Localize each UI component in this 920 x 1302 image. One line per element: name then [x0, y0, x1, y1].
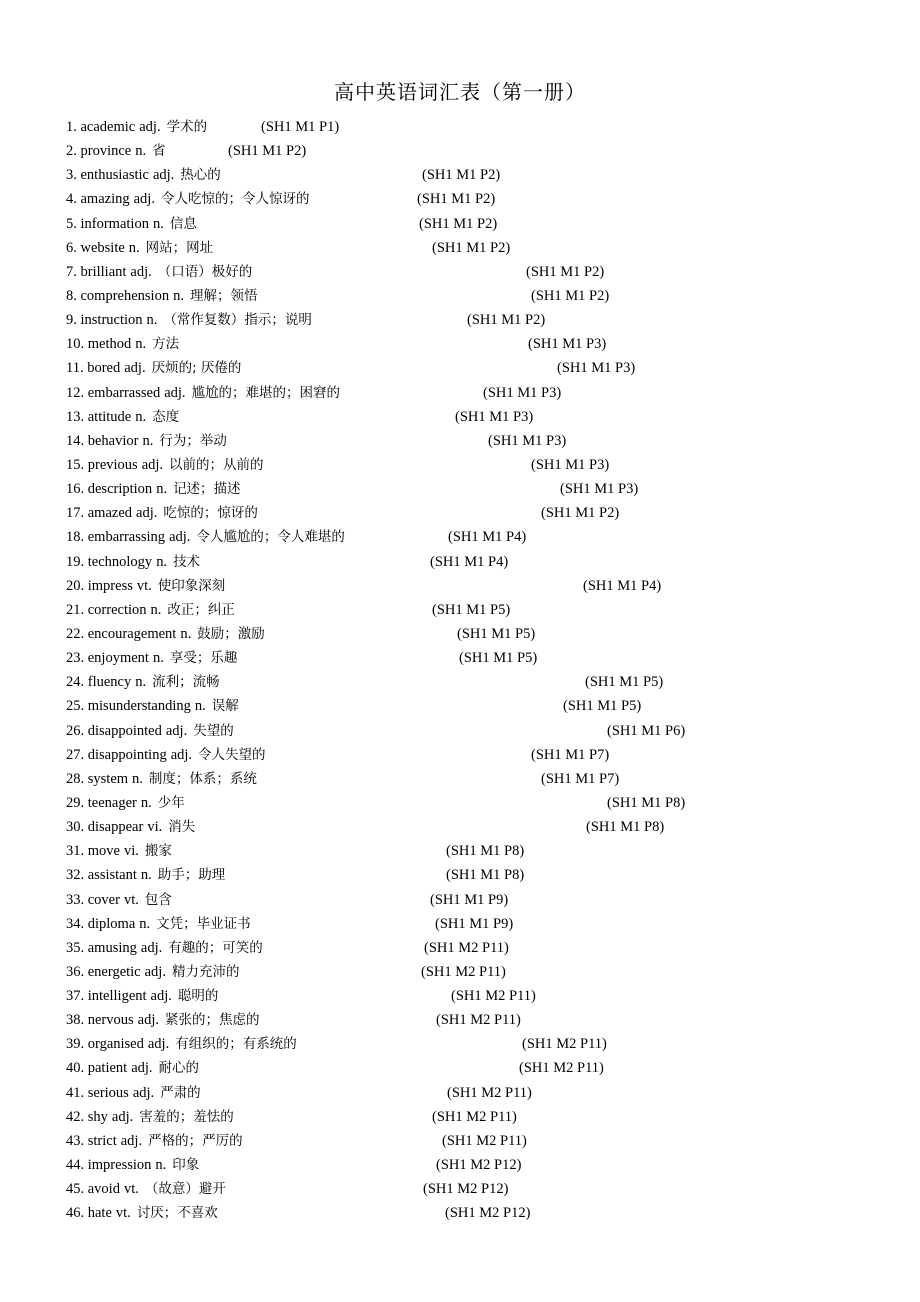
entry-part-of-speech: n.	[152, 650, 164, 667]
entry-word: strict	[87, 1132, 117, 1149]
vocab-entry	[66, 477, 866, 501]
vocab-entry	[66, 719, 866, 743]
vocab-entry	[66, 646, 866, 670]
entry-meaning: 害羞的；羞怯的	[139, 1108, 234, 1125]
entry-part-of-speech: n.	[140, 867, 152, 884]
entry-number: 41.	[66, 1084, 85, 1101]
vocab-entry	[66, 308, 866, 332]
entry-part-of-speech: n.	[194, 698, 206, 715]
entry-part-of-speech: adj.	[120, 1132, 143, 1149]
entry-word: website	[80, 239, 125, 256]
entry-number: 8.	[66, 287, 77, 304]
entry-part-of-speech: adj.	[164, 384, 186, 401]
entry-word: serious	[87, 1084, 129, 1101]
entry-part-of-speech: adj.	[111, 1108, 134, 1125]
entry-reference: (SH1 M1 P5)	[563, 698, 642, 715]
entry-meaning: 改正；纠正	[167, 601, 235, 618]
entry-meaning: 失望的	[193, 722, 234, 739]
entry-reference: (SH1 M2 P11)	[447, 1084, 532, 1101]
entry-meaning: 印象	[172, 1157, 200, 1174]
entry-reference: (SH1 M2 P11)	[432, 1108, 517, 1125]
entry-part-of-speech: adj.	[136, 505, 158, 522]
entry-meaning: 热心的	[180, 167, 221, 184]
vocab-entry	[66, 767, 866, 791]
entry-part-of-speech: adj.	[124, 360, 146, 377]
entry-reference: (SH1 M1 P5)	[432, 601, 511, 618]
entry-part-of-speech: adj.	[150, 988, 172, 1005]
entry-reference: (SH1 M1 P2)	[228, 143, 307, 160]
entry-meaning: 信息	[169, 215, 197, 232]
entry-part-of-speech: adj.	[140, 939, 163, 956]
entry-reference: (SH1 M1 P7)	[541, 770, 620, 787]
vocab-entry	[66, 888, 866, 912]
entry-reference: (SH1 M1 P8)	[586, 819, 665, 836]
entry-meaning: 严格的；严厉的	[148, 1132, 243, 1149]
entry-part-of-speech: n.	[128, 239, 140, 256]
entry-number: 11.	[66, 360, 84, 377]
entry-reference: (SH1 M1 P3)	[455, 408, 534, 425]
entry-part-of-speech: adj.	[144, 963, 166, 980]
entry-meaning: （口语）极好的	[157, 263, 253, 280]
entry-word: embarrassing	[87, 529, 166, 546]
entry-reference: (SH1 M2 P11)	[436, 1012, 521, 1029]
entry-reference: (SH1 M2 P11)	[424, 939, 509, 956]
entry-number: 9.	[66, 312, 77, 329]
entry-meaning: 包含	[144, 891, 172, 908]
entry-meaning: 省	[152, 143, 166, 160]
entry-number: 42.	[66, 1108, 85, 1125]
entry-number: 30.	[66, 819, 85, 836]
entry-meaning: （故意）避开	[144, 1181, 226, 1198]
vocab-entry	[66, 839, 866, 863]
vocab-entry	[66, 1032, 866, 1056]
entry-reference: (SH1 M1 P2)	[422, 167, 501, 184]
entry-word: fluency	[87, 674, 132, 691]
entry-part-of-speech: adj.	[131, 1060, 153, 1077]
vocab-entry	[66, 936, 866, 960]
entry-word: diploma	[87, 915, 136, 932]
entry-reference: (SH1 M1 P4)	[430, 553, 509, 570]
entry-meaning: 讨厌；不喜欢	[136, 1205, 218, 1222]
entry-reference: (SH1 M1 P4)	[448, 529, 527, 546]
entry-meaning: 网站；网址	[145, 239, 214, 256]
entry-number: 16.	[66, 481, 85, 498]
entry-word: bored	[87, 360, 121, 377]
entry-reference: (SH1 M2 P11)	[442, 1132, 527, 1149]
entry-word: enjoyment	[87, 650, 149, 667]
entry-number: 13.	[66, 408, 85, 425]
entry-meaning: 流利；流畅	[152, 674, 220, 691]
entry-part-of-speech: n.	[135, 674, 147, 691]
entry-meaning: 方法	[152, 336, 180, 353]
entry-reference: (SH1 M1 P3)	[557, 360, 636, 377]
entry-word: patient	[87, 1060, 128, 1077]
entry-word: shy	[87, 1108, 108, 1125]
entry-word: nervous	[87, 1012, 134, 1029]
entry-word: amusing	[87, 939, 137, 956]
vocab-entry	[66, 598, 866, 622]
entry-part-of-speech: n.	[135, 408, 147, 425]
entry-meaning: 令人失望的	[198, 746, 266, 763]
entry-word: amazed	[87, 505, 133, 522]
entry-word: encouragement	[87, 625, 177, 642]
entry-part-of-speech: vt.	[123, 1181, 139, 1198]
entry-number: 25.	[66, 698, 85, 715]
vocab-entry	[66, 743, 866, 767]
entry-word: brilliant	[80, 263, 127, 280]
entry-word: disappointed	[87, 722, 162, 739]
entry-reference: (SH1 M1 P9)	[430, 891, 509, 908]
entry-part-of-speech: adj.	[152, 167, 175, 184]
vocab-entry	[66, 405, 866, 429]
entry-part-of-speech: n.	[139, 915, 151, 932]
entry-word: province	[80, 143, 132, 160]
entry-reference: (SH1 M2 P12)	[423, 1181, 509, 1198]
entry-word: disappointing	[87, 746, 167, 763]
entry-word: behavior	[87, 432, 139, 449]
entry-number: 19.	[66, 553, 85, 570]
entry-meaning: 误解	[211, 698, 239, 715]
entry-reference: (SH1 M1 P2)	[432, 239, 511, 256]
entry-word: previous	[87, 456, 138, 473]
entry-word: enthusiastic	[80, 167, 149, 184]
entry-part-of-speech: n.	[146, 312, 158, 329]
entry-number: 29.	[66, 794, 85, 811]
entry-number: 34.	[66, 915, 85, 932]
entry-part-of-speech: vt.	[115, 1205, 131, 1222]
vocab-entry	[66, 429, 866, 453]
entry-word: avoid	[87, 1181, 120, 1198]
entry-meaning: 有组织的；有系统的	[175, 1036, 297, 1053]
entry-word: misunderstanding	[87, 698, 191, 715]
entry-number: 17.	[66, 505, 85, 522]
entry-meaning: 搬家	[144, 843, 172, 860]
vocab-entry	[66, 501, 866, 525]
entry-meaning: 令人尴尬的；令人难堪的	[196, 529, 345, 546]
vocab-entry	[66, 187, 866, 211]
entry-meaning: 厌烦的; 厌倦的	[151, 360, 242, 377]
entry-number: 21.	[66, 601, 85, 618]
entry-word: method	[87, 336, 132, 353]
vocab-entry	[66, 115, 866, 139]
entry-word: instruction	[80, 312, 143, 329]
entry-reference: (SH1 M1 P9)	[435, 915, 514, 932]
entry-part-of-speech: vt.	[123, 891, 139, 908]
entry-number: 1.	[66, 119, 77, 135]
entry-number: 2.	[66, 143, 77, 160]
entry-meaning: 理解；领悟	[189, 287, 258, 304]
entry-part-of-speech: n.	[135, 143, 147, 160]
entry-word: system	[87, 770, 129, 787]
entry-word: amazing	[80, 191, 130, 208]
entry-meaning: 尴尬的；难堪的；困窘的	[191, 384, 341, 401]
entry-word: technology	[87, 553, 153, 570]
vocab-entry	[66, 1081, 866, 1105]
entry-reference: (SH1 M1 P3)	[560, 481, 639, 498]
entry-meaning: 吃惊的；惊讶的	[163, 505, 258, 522]
entry-meaning: 精力充沛的	[171, 963, 240, 980]
entry-reference: (SH1 M1 P8)	[607, 794, 686, 811]
vocab-entry	[66, 260, 866, 284]
entry-word: assistant	[87, 867, 137, 884]
entry-number: 5.	[66, 215, 77, 232]
entry-number: 6.	[66, 239, 77, 256]
vocab-entry	[66, 163, 866, 187]
entry-part-of-speech: adj.	[165, 722, 188, 739]
entry-meaning: 学术的	[166, 119, 208, 135]
vocab-entry	[66, 1008, 866, 1032]
entry-number: 7.	[66, 263, 77, 280]
entry-number: 31.	[66, 843, 85, 860]
entry-reference: (SH1 M1 P8)	[446, 843, 525, 860]
entry-number: 18.	[66, 529, 85, 546]
entry-reference: (SH1 M1 P2)	[531, 287, 610, 304]
entry-part-of-speech: n.	[156, 481, 168, 498]
entry-part-of-speech: adj.	[132, 1084, 155, 1101]
entry-meaning: 聪明的	[177, 988, 219, 1005]
entry-reference: (SH1 M1 P5)	[585, 674, 664, 691]
entry-number: 33.	[66, 891, 85, 908]
vocab-entry	[66, 453, 866, 477]
entry-number: 20.	[66, 577, 85, 594]
vocab-entry	[66, 1056, 866, 1080]
vocab-entry	[66, 863, 866, 887]
vocab-entry	[66, 1129, 866, 1153]
entry-number: 32.	[66, 867, 85, 884]
entry-meaning: 以前的；从前的	[169, 456, 264, 473]
entry-part-of-speech: n.	[155, 1157, 167, 1174]
vocab-entry	[66, 139, 866, 163]
entry-number: 15.	[66, 456, 85, 473]
entry-number: 27.	[66, 746, 85, 763]
entry-part-of-speech: adj.	[141, 456, 164, 473]
entry-part-of-speech: n.	[140, 794, 152, 811]
entry-word: impression	[87, 1157, 152, 1174]
entry-word: attitude	[87, 408, 132, 425]
entry-number: 38.	[66, 1012, 85, 1029]
entry-reference: (SH1 M1 P2)	[526, 263, 605, 280]
entry-reference: (SH1 M1 P2)	[419, 215, 498, 232]
entry-part-of-speech: vi.	[123, 843, 139, 860]
entry-reference: (SH1 M1 P7)	[531, 746, 610, 763]
vocab-entry	[66, 574, 866, 598]
entry-meaning: 制度；体系；系统	[148, 770, 257, 787]
entry-number: 35.	[66, 939, 85, 956]
entry-word: description	[87, 481, 153, 498]
entry-number: 28.	[66, 770, 85, 787]
entry-reference: (SH1 M2 P11)	[522, 1036, 607, 1053]
entry-part-of-speech: n.	[150, 601, 162, 618]
entry-reference: (SH1 M1 P5)	[457, 625, 536, 642]
entry-number: 37.	[66, 988, 85, 1005]
entry-word: intelligent	[87, 988, 147, 1005]
entry-reference: (SH1 M1 P2)	[541, 505, 620, 522]
vocab-entry	[66, 356, 866, 380]
entry-meaning: 严肃的	[160, 1084, 201, 1101]
entry-word: information	[80, 215, 149, 232]
entry-part-of-speech: n.	[135, 336, 147, 353]
entry-number: 12.	[66, 384, 85, 401]
entry-number: 44.	[66, 1157, 85, 1174]
entry-number: 46.	[66, 1205, 85, 1222]
entry-reference: (SH1 M1 P2)	[417, 191, 496, 208]
vocab-entry	[66, 791, 866, 815]
entry-meaning: 鼓励；激励	[197, 625, 265, 642]
vocabulary-list	[66, 115, 866, 1225]
entry-word: energetic	[87, 963, 141, 980]
entry-word: comprehension	[80, 287, 170, 304]
entry-word: impress	[87, 577, 133, 594]
entry-reference: (SH1 M1 P3)	[488, 432, 567, 449]
vocab-entry	[66, 815, 866, 839]
entry-meaning: （常作复数）指示；说明	[163, 312, 312, 329]
entry-meaning: 令人吃惊的；令人惊讶的	[160, 191, 310, 208]
entry-number: 22.	[66, 625, 85, 642]
entry-part-of-speech: n.	[180, 625, 192, 642]
entry-meaning: 文凭；毕业证书	[156, 915, 251, 932]
entry-number: 36.	[66, 963, 85, 980]
entry-word: hate	[87, 1205, 112, 1222]
entry-part-of-speech: adj.	[147, 1036, 170, 1053]
entry-part-of-speech: n.	[152, 215, 164, 232]
entry-reference: (SH1 M1 P8)	[446, 867, 525, 884]
entry-word: embarrassed	[87, 384, 161, 401]
entry-part-of-speech: adj.	[139, 119, 161, 135]
entry-reference: (SH1 M2 P11)	[519, 1060, 604, 1077]
page-title: 高中英语词汇表（第一册）	[334, 80, 586, 104]
entry-meaning: 少年	[157, 794, 185, 811]
entry-word: disappear	[87, 819, 144, 836]
entry-meaning: 紧张的；焦虑的	[165, 1012, 260, 1029]
entry-meaning: 助手；助理	[157, 867, 226, 884]
vocab-entry	[66, 912, 866, 936]
entry-number: 14.	[66, 432, 85, 449]
entry-part-of-speech: n.	[156, 553, 168, 570]
entry-word: teenager	[87, 794, 137, 811]
entry-number: 10.	[66, 336, 85, 353]
entry-reference: (SH1 M2 P12)	[445, 1205, 531, 1222]
entry-number: 23.	[66, 650, 85, 667]
entry-meaning: 享受；乐趣	[169, 650, 238, 667]
vocab-entry	[66, 622, 866, 646]
entry-part-of-speech: adj.	[133, 191, 155, 208]
entry-word: move	[87, 843, 120, 860]
vocab-entry	[66, 984, 866, 1008]
entry-number: 40.	[66, 1060, 85, 1077]
entry-reference: (SH1 M2 P11)	[451, 988, 536, 1005]
entry-meaning: 耐心的	[158, 1060, 200, 1077]
vocab-entry	[66, 381, 866, 405]
entry-reference: (SH1 M2 P12)	[436, 1157, 522, 1174]
entry-reference: (SH1 M1 P4)	[583, 577, 662, 594]
entry-part-of-speech: adj.	[137, 1012, 160, 1029]
entry-part-of-speech: n.	[132, 770, 143, 787]
vocab-entry	[66, 1177, 866, 1201]
entry-meaning: 消失	[168, 819, 196, 836]
vocab-entry	[66, 236, 866, 260]
vocab-entry	[66, 550, 866, 574]
vocab-entry	[66, 1105, 866, 1129]
entry-part-of-speech: adj.	[170, 746, 193, 763]
entry-part-of-speech: adj.	[130, 263, 152, 280]
entry-part-of-speech: n.	[142, 432, 154, 449]
entry-reference: (SH1 M1 P1)	[261, 119, 340, 135]
entry-reference: (SH1 M1 P5)	[459, 650, 538, 667]
entry-part-of-speech: n.	[173, 287, 184, 304]
entry-reference: (SH1 M1 P3)	[483, 384, 562, 401]
vocab-entry	[66, 694, 866, 718]
entry-number: 24.	[66, 674, 85, 691]
entry-word: organised	[87, 1036, 144, 1053]
entry-part-of-speech: vt.	[136, 577, 152, 594]
entry-number: 39.	[66, 1036, 85, 1053]
entry-part-of-speech: adj.	[169, 529, 191, 546]
entry-reference: (SH1 M1 P3)	[531, 456, 610, 473]
entry-number: 43.	[66, 1132, 85, 1149]
vocab-entry	[66, 332, 866, 356]
vocab-entry	[66, 525, 866, 549]
vocab-entry	[66, 670, 866, 694]
vocab-entry	[66, 1201, 866, 1225]
entry-meaning: 记述；描述	[173, 481, 241, 498]
entry-number: 26.	[66, 722, 85, 739]
entry-reference: (SH1 M1 P3)	[528, 336, 607, 353]
entry-word: correction	[87, 601, 147, 618]
vocab-entry	[66, 212, 866, 236]
entry-word: cover	[87, 891, 120, 908]
entry-meaning: 态度	[152, 408, 180, 425]
entry-number: 45.	[66, 1181, 85, 1198]
entry-meaning: 使印象深刻	[157, 577, 226, 594]
entry-meaning: 有趣的；可笑的	[168, 939, 263, 956]
vocab-entry	[66, 960, 866, 984]
vocab-entry	[66, 284, 866, 308]
vocab-entry	[66, 1153, 866, 1177]
entry-number: 3.	[66, 167, 77, 184]
entry-reference: (SH1 M2 P11)	[421, 963, 506, 980]
entry-meaning: 行为；举动	[159, 432, 227, 449]
entry-meaning: 技术	[173, 553, 201, 570]
entry-part-of-speech: vi.	[147, 819, 163, 836]
entry-reference: (SH1 M1 P2)	[467, 312, 546, 329]
entry-reference: (SH1 M1 P6)	[607, 722, 686, 739]
entry-word: academic	[80, 119, 136, 135]
entry-number: 4.	[66, 191, 77, 208]
